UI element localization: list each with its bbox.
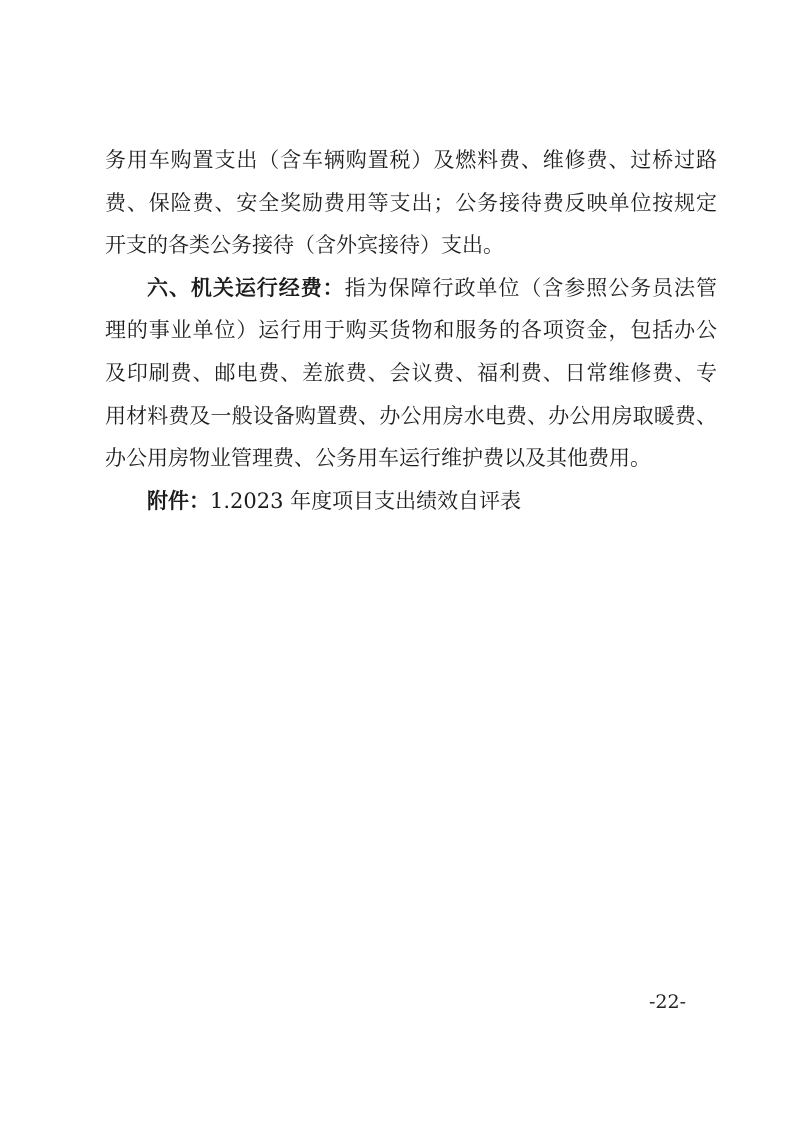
text-line (105, 139, 717, 182)
text-run: 费、保险费、安全奖励费用等支出；公务接待费反映单位按规定 (105, 190, 717, 215)
bold-run: 六、机关运行经费： (147, 274, 345, 300)
text-line (105, 182, 717, 225)
text-line-attachment (105, 480, 717, 523)
text-line (105, 437, 717, 480)
text-run: 开支的各类公务接待（含外宾接待）支出。 (105, 233, 504, 258)
text-line-section-heading (105, 267, 717, 310)
text-run: 1.2023 年度项目支出绩效自评表 (210, 488, 522, 513)
text-run: 理的事业单位）运行用于购买货物和服务的各项资金，包括办公 (105, 318, 717, 343)
text-run: 用材料费及一般设备购置费、办公用房水电费、办公用房取暖费、 (105, 403, 717, 428)
text-run: 务用车购置支出（含车辆购置税）及燃料费、维修费、过桥过路 (105, 148, 717, 172)
text-run: 办公用房物业管理费、公务用车运行维护费以及其他费用。 (105, 446, 651, 471)
text-line (105, 395, 717, 438)
text-run: 及印刷费、邮电费、差旅费、会议费、福利费、日常维修费、专 (105, 360, 717, 385)
text-line (105, 224, 717, 267)
body-text (105, 139, 717, 522)
text-run: 指为保障行政单位（含参照公务员法管 (344, 275, 717, 300)
text-line (105, 352, 717, 395)
text-line (105, 309, 717, 352)
bold-run: 附件： (147, 487, 210, 513)
page-number: -22- (649, 991, 687, 1013)
